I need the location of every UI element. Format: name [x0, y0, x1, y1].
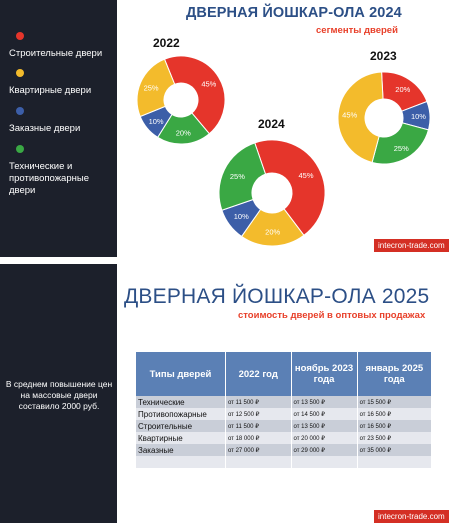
column-header: Типы дверей	[136, 352, 225, 396]
donut-data-label: 25%	[393, 143, 409, 153]
chart-title-2023: 2023	[370, 49, 397, 63]
slide-prices	[0, 264, 450, 523]
price-cell: от 20 000 ₽	[291, 432, 357, 444]
legend-label: Заказные двери	[9, 123, 81, 134]
donut-data-label: 20%	[265, 227, 281, 237]
slide-segments	[0, 0, 450, 257]
price-table	[136, 352, 432, 468]
table-row	[136, 420, 432, 432]
column-header: январь 2025 года	[357, 352, 431, 396]
donut-data-label: 20%	[175, 128, 191, 138]
slide-subtitle: стоимость дверей в оптовых продажах	[238, 310, 426, 321]
legend-label: Технические и противопожарные двери	[9, 161, 89, 196]
price-cell: от 11 500 ₽	[225, 396, 291, 408]
table-row	[136, 396, 432, 408]
donut-data-label: 10%	[410, 112, 426, 122]
donut-charts	[0, 0, 450, 257]
chart-title-2024: 2024	[258, 117, 285, 131]
table-row	[136, 408, 432, 420]
slide-subtitle: сегменты дверей	[316, 25, 398, 36]
note-sidebar	[0, 264, 117, 523]
price-increase-note: В среднем повышение цен на массовые двери составило 2000 руб.	[5, 379, 113, 411]
site-badge[interactable]: intecron-trade.com	[374, 239, 449, 252]
price-cell	[291, 456, 357, 468]
table-row	[136, 456, 432, 468]
slide-title: ДВЕРНАЯ ЙОШКАР-ОЛА 2025	[124, 285, 430, 308]
column-header: 2022 год	[225, 352, 291, 396]
column-header: ноябрь 2023 года	[291, 352, 357, 396]
site-badge[interactable]: intecron-trade.com	[374, 510, 449, 523]
donut-data-label: 45%	[201, 79, 217, 89]
price-cell: от 27 000 ₽	[225, 444, 291, 456]
door-type-cell: Технические	[136, 396, 225, 408]
price-cell: от 14 500 ₽	[291, 408, 357, 420]
price-cell: от 16 500 ₽	[357, 408, 431, 420]
door-type-cell: Строительные	[136, 420, 225, 432]
chart-title-2022: 2022	[153, 36, 180, 50]
price-cell	[225, 456, 291, 468]
slide-title: ДВЕРНАЯ ЙОШКАР-ОЛА 2024	[186, 5, 402, 21]
price-cell: от 23 500 ₽	[357, 432, 431, 444]
price-cell: от 18 000 ₽	[225, 432, 291, 444]
price-cell: от 35 000 ₽	[357, 444, 431, 456]
donut-data-label: 20%	[395, 85, 411, 95]
donut-data-label: 25%	[229, 172, 245, 182]
price-cell: от 12 500 ₽	[225, 408, 291, 420]
donut-data-label: 25%	[143, 83, 159, 93]
door-type-cell: Противопожарные	[136, 408, 225, 420]
donut-data-label: 45%	[298, 170, 314, 180]
table-header-row	[136, 352, 432, 396]
price-cell: от 16 500 ₽	[357, 420, 431, 432]
slide-separator	[0, 257, 450, 264]
door-type-cell	[136, 456, 225, 468]
price-cell	[357, 456, 431, 468]
price-cell: от 11 500 ₽	[225, 420, 291, 432]
door-type-cell: Квартирные	[136, 432, 225, 444]
price-cell: от 15 500 ₽	[357, 396, 431, 408]
legend-label: Квартирные двери	[9, 85, 92, 96]
table-row	[136, 432, 432, 444]
door-type-cell: Заказные	[136, 444, 225, 456]
price-cell: от 13 500 ₽	[291, 420, 357, 432]
donut-data-label: 10%	[233, 212, 249, 222]
donut-data-label: 45%	[342, 110, 358, 120]
table-row	[136, 444, 432, 456]
donut-data-label: 10%	[148, 116, 164, 126]
price-cell: от 29 000 ₽	[291, 444, 357, 456]
legend-label: Строительные двери	[9, 48, 103, 59]
price-cell: от 13 500 ₽	[291, 396, 357, 408]
